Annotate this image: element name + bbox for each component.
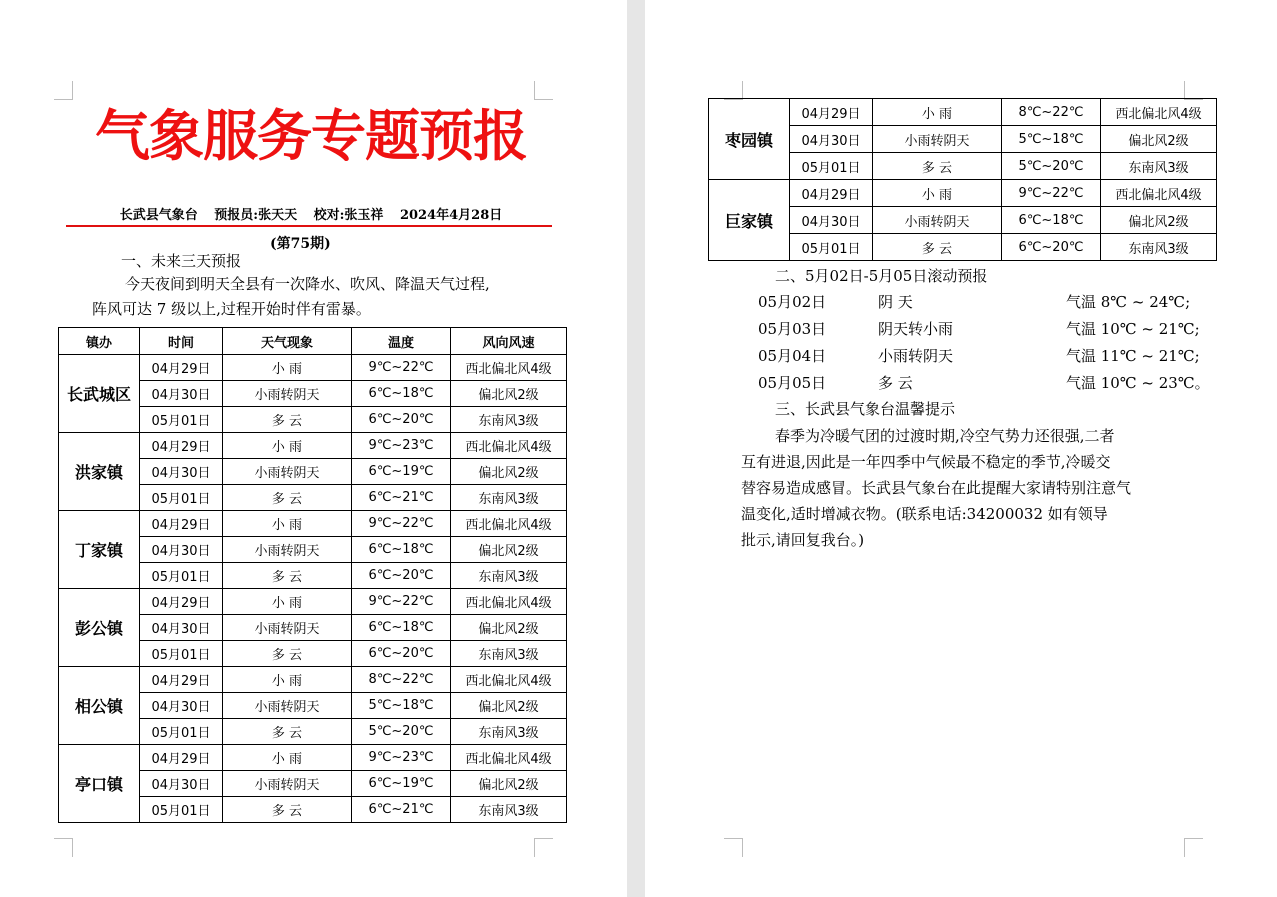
cell-wind: 偏北风2级 xyxy=(451,537,567,563)
cell-temp: 9℃~22℃ xyxy=(352,355,451,381)
rolling-weather: 阴 天 xyxy=(878,293,913,311)
red-divider xyxy=(66,225,552,227)
header-time: 时间 xyxy=(140,328,223,355)
cell-weather: 小 雨 xyxy=(223,355,352,381)
cell-temp: 6℃~18℃ xyxy=(352,537,451,563)
cell-weather: 多 云 xyxy=(223,563,352,589)
cell-date: 04月29日 xyxy=(140,589,223,615)
cell-weather: 多 云 xyxy=(223,485,352,511)
cell-date: 05月01日 xyxy=(140,719,223,745)
cell-weather: 小 雨 xyxy=(223,745,352,771)
section-3-heading: 三、长武县气象台温馨提示 xyxy=(775,400,956,418)
cell-wind: 西北偏北风4级 xyxy=(451,355,567,381)
document-page-1 xyxy=(0,0,627,897)
cell-wind: 东南风3级 xyxy=(451,407,567,433)
cell-wind: 西北偏北风4级 xyxy=(1101,99,1217,126)
rolling-temp: 气温 10℃ ~ 21℃; xyxy=(1066,320,1200,338)
cell-date: 04月29日 xyxy=(140,433,223,459)
cell-date: 05月01日 xyxy=(140,563,223,589)
cell-temp: 6℃~20℃ xyxy=(352,563,451,589)
rolling-date: 05月05日 xyxy=(758,374,827,392)
header-temp: 温度 xyxy=(352,328,451,355)
cell-date: 04月29日 xyxy=(790,99,873,126)
cell-wind: 西北偏北风4级 xyxy=(451,511,567,537)
cell-date: 04月30日 xyxy=(140,537,223,563)
document-page-2 xyxy=(645,0,1277,897)
tip-line-1: 春季为冷暖气团的过渡时期,冷空气势力还很强,二者 xyxy=(775,427,1115,445)
cell-temp: 9℃~22℃ xyxy=(1002,180,1101,207)
cell-weather: 小雨转阴天 xyxy=(223,381,352,407)
cell-date: 04月30日 xyxy=(790,126,873,153)
cell-temp: 6℃~19℃ xyxy=(352,459,451,485)
cell-wind: 东南风3级 xyxy=(1101,153,1217,180)
cell-date: 05月01日 xyxy=(140,641,223,667)
rolling-weather: 阴天转小雨 xyxy=(878,320,954,338)
cell-temp: 6℃~20℃ xyxy=(1002,234,1101,261)
agency-name: 长武县气象台 xyxy=(119,208,198,223)
table-row xyxy=(59,355,567,381)
cell-weather: 多 云 xyxy=(873,153,1002,180)
cell-temp: 6℃~19℃ xyxy=(352,771,451,797)
cell-temp: 6℃~18℃ xyxy=(1002,207,1101,234)
rolling-temp: 气温 8℃ ~ 24℃; xyxy=(1066,293,1191,311)
cell-date: 04月29日 xyxy=(140,511,223,537)
cell-weather: 小 雨 xyxy=(223,511,352,537)
cell-temp: 5℃~20℃ xyxy=(352,719,451,745)
tip-line-3: 替容易造成感冒。长武县气象台在此提醒大家请特别注意气 xyxy=(741,479,1132,497)
cell-weather: 多 云 xyxy=(873,234,1002,261)
cell-wind: 西北偏北风4级 xyxy=(451,667,567,693)
town-name: 枣园镇 xyxy=(709,99,790,180)
cell-wind: 偏北风2级 xyxy=(1101,126,1217,153)
rolling-temp: 气温 10℃ ~ 23℃。 xyxy=(1066,374,1210,392)
cell-weather: 小雨转阴天 xyxy=(223,615,352,641)
cell-wind: 东南风3级 xyxy=(451,641,567,667)
tip-line-2: 互有进退,因此是一年四季中气候最不稳定的季节,冷暖交 xyxy=(741,453,1111,471)
cell-weather: 多 云 xyxy=(223,797,352,823)
cell-wind: 东南风3级 xyxy=(451,719,567,745)
cell-weather: 多 云 xyxy=(223,719,352,745)
cell-temp: 5℃~20℃ xyxy=(1002,153,1101,180)
cell-date: 05月01日 xyxy=(140,485,223,511)
section-1-line-2: 阵风可达 7 级以上,过程开始时伴有雷暴。 xyxy=(92,300,371,318)
cell-date: 05月01日 xyxy=(140,407,223,433)
cell-date: 04月30日 xyxy=(790,207,873,234)
section-1-line-1: 今天夜间到明天全县有一次降水、吹风、降温天气过程, xyxy=(125,275,490,293)
cell-date: 05月01日 xyxy=(140,797,223,823)
table-row xyxy=(59,667,567,693)
proofreader: 校对:张玉祥 xyxy=(313,208,384,223)
cell-weather: 小 雨 xyxy=(223,589,352,615)
table-header-row xyxy=(59,328,567,355)
cell-temp: 5℃~18℃ xyxy=(1002,126,1101,153)
cell-temp: 9℃~23℃ xyxy=(352,433,451,459)
rolling-date: 05月02日 xyxy=(758,293,827,311)
cell-wind: 东南风3级 xyxy=(1101,234,1217,261)
crop-mark xyxy=(1184,838,1203,857)
cell-wind: 东南风3级 xyxy=(451,797,567,823)
cell-weather: 小雨转阴天 xyxy=(223,459,352,485)
document-title: 气象服务专题预报 xyxy=(94,103,527,168)
cell-weather: 小雨转阴天 xyxy=(873,207,1002,234)
cell-wind: 西北偏北风4级 xyxy=(451,745,567,771)
cell-weather: 小 雨 xyxy=(223,667,352,693)
cell-temp: 6℃~18℃ xyxy=(352,381,451,407)
table-row xyxy=(59,433,567,459)
cell-date: 04月30日 xyxy=(140,771,223,797)
cell-temp: 6℃~20℃ xyxy=(352,407,451,433)
town-name: 长武城区 xyxy=(59,355,140,433)
tip-line-4: 温变化,适时增减衣物。(联系电话:34200032 如有领导 xyxy=(741,505,1108,523)
cell-date: 04月30日 xyxy=(140,615,223,641)
cell-temp: 6℃~18℃ xyxy=(352,615,451,641)
cell-temp: 8℃~22℃ xyxy=(1002,99,1101,126)
rolling-date: 05月04日 xyxy=(758,347,827,365)
table-row xyxy=(59,589,567,615)
cell-temp: 6℃~21℃ xyxy=(352,797,451,823)
cell-weather: 小雨转阴天 xyxy=(223,771,352,797)
cell-wind: 偏北风2级 xyxy=(451,693,567,719)
cell-wind: 东南风3级 xyxy=(451,563,567,589)
cell-wind: 偏北风2级 xyxy=(451,381,567,407)
cell-date: 05月01日 xyxy=(790,234,873,261)
table-row xyxy=(59,511,567,537)
cell-temp: 6℃~20℃ xyxy=(352,641,451,667)
table-row xyxy=(59,745,567,771)
rolling-date: 05月03日 xyxy=(758,320,827,338)
section-1-heading: 一、未来三天预报 xyxy=(121,252,242,270)
forecast-table xyxy=(58,327,567,823)
cell-date: 04月30日 xyxy=(140,459,223,485)
town-name: 洪家镇 xyxy=(59,433,140,511)
town-name: 巨家镇 xyxy=(709,180,790,261)
town-name: 相公镇 xyxy=(59,667,140,745)
forecast-table-continued xyxy=(708,98,1217,261)
cell-temp: 5℃~18℃ xyxy=(352,693,451,719)
cell-date: 04月29日 xyxy=(140,355,223,381)
cell-wind: 偏北风2级 xyxy=(451,615,567,641)
cell-wind: 西北偏北风4级 xyxy=(1101,180,1217,207)
cell-temp: 8℃~22℃ xyxy=(352,667,451,693)
cell-weather: 小雨转阴天 xyxy=(223,693,352,719)
tip-line-5: 批示,请回复我台。) xyxy=(741,531,865,549)
issue-date: 2024年4月28日 xyxy=(399,208,503,223)
cell-weather: 小 雨 xyxy=(873,180,1002,207)
cell-date: 04月29日 xyxy=(790,180,873,207)
town-name: 亭口镇 xyxy=(59,745,140,823)
rolling-weather: 小雨转阴天 xyxy=(878,347,954,365)
cell-wind: 西北偏北风4级 xyxy=(451,589,567,615)
header-weather: 天气现象 xyxy=(223,328,352,355)
cell-weather: 小 雨 xyxy=(223,433,352,459)
cell-wind: 西北偏北风4级 xyxy=(451,433,567,459)
section-2-heading: 二、5月02日-5月05日滚动预报 xyxy=(775,267,988,285)
crop-mark xyxy=(724,838,743,857)
cell-wind: 偏北风2级 xyxy=(451,459,567,485)
cell-wind: 偏北风2级 xyxy=(451,771,567,797)
crop-mark xyxy=(534,838,553,857)
header-wind: 风向风速 xyxy=(451,328,567,355)
cell-temp: 9℃~23℃ xyxy=(352,745,451,771)
cell-temp: 6℃~21℃ xyxy=(352,485,451,511)
town-name: 彭公镇 xyxy=(59,589,140,667)
cell-temp: 9℃~22℃ xyxy=(352,511,451,537)
issue-number: (第75期) xyxy=(270,236,331,252)
table-row xyxy=(709,99,1217,126)
cell-wind: 偏北风2级 xyxy=(1101,207,1217,234)
byline xyxy=(66,204,556,223)
cell-weather: 多 云 xyxy=(223,407,352,433)
header-town: 镇办 xyxy=(59,328,140,355)
cell-wind: 东南风3级 xyxy=(451,485,567,511)
cell-date: 05月01日 xyxy=(790,153,873,180)
cell-temp: 9℃~22℃ xyxy=(352,589,451,615)
rolling-temp: 气温 11℃ ~ 21℃; xyxy=(1066,347,1200,365)
cell-weather: 小雨转阴天 xyxy=(223,537,352,563)
crop-mark xyxy=(54,838,73,857)
cell-date: 04月29日 xyxy=(140,745,223,771)
cell-weather: 小雨转阴天 xyxy=(873,126,1002,153)
cell-weather: 多 云 xyxy=(223,641,352,667)
table-row xyxy=(709,180,1217,207)
forecaster: 预报员:张天天 xyxy=(214,208,298,223)
cell-weather: 小 雨 xyxy=(873,99,1002,126)
cell-date: 04月29日 xyxy=(140,667,223,693)
cell-date: 04月30日 xyxy=(140,693,223,719)
rolling-weather: 多 云 xyxy=(878,374,913,392)
town-name: 丁家镇 xyxy=(59,511,140,589)
cell-date: 04月30日 xyxy=(140,381,223,407)
